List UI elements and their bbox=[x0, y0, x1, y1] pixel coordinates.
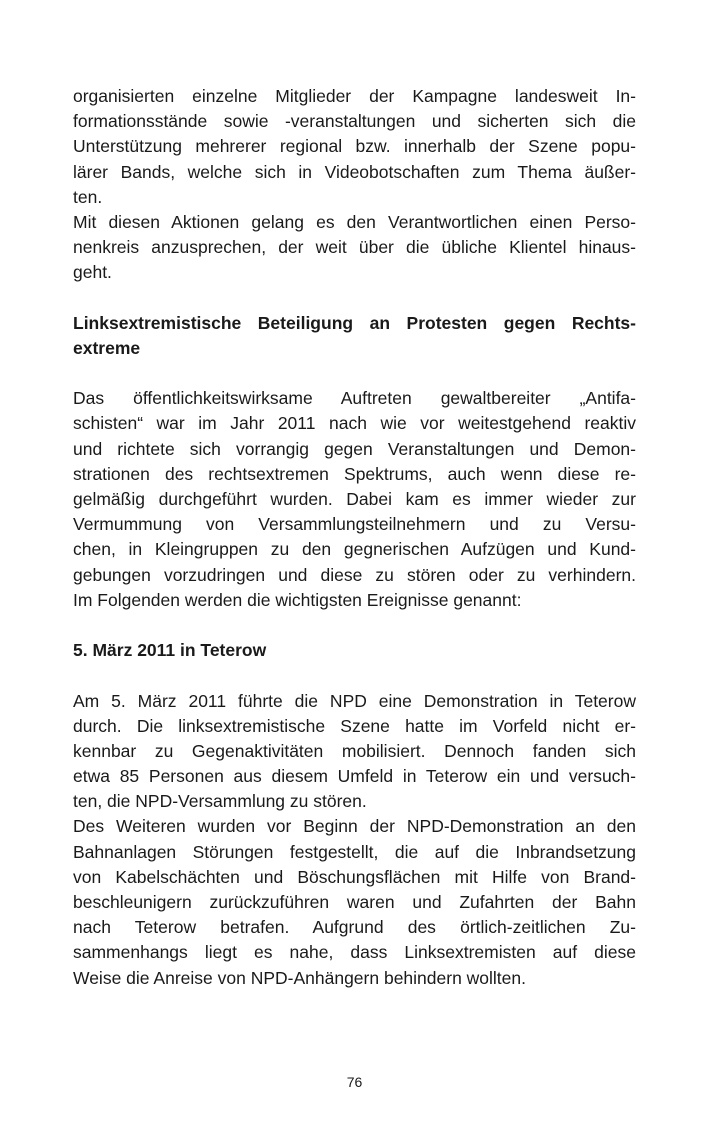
text-line: beschleunigern zurückzuführen waren und Zufahrten der Bahn bbox=[73, 892, 636, 912]
section-heading bbox=[73, 311, 636, 361]
text-line: nenkreis anzusprechen, der weit über die übliche Klientel hinaus- bbox=[73, 237, 636, 258]
text-line: 5. März 2011 in Teterow bbox=[73, 640, 267, 661]
text-line: schisten“ war im Jahr 2011 nach wie vor weitestgehend reaktiv bbox=[73, 413, 636, 434]
text-line: strationen des rechtsextremen Spektrums, auch wenn diese re- bbox=[73, 463, 636, 484]
text-line: formationsstände sowie -veranstaltungen und sicherten sich die bbox=[73, 111, 636, 132]
text-line: ten, die NPD-Versammlung zu stören. bbox=[73, 791, 367, 812]
body-paragraph bbox=[73, 84, 636, 210]
text-line: organisierten einzelne Mitglieder der Kampagne landesweit In- bbox=[73, 86, 636, 106]
body-paragraph bbox=[73, 210, 636, 286]
paragraph-spacer bbox=[73, 361, 636, 386]
text-line: Unterstützung mehrerer regional bzw. innerhalb der Szene popu- bbox=[73, 136, 636, 157]
body-paragraph bbox=[73, 386, 636, 613]
body-paragraph bbox=[73, 814, 636, 990]
text-line: nach Teterow betrafen. Aufgrund des örtlich-zeitlichen Zu- bbox=[73, 917, 636, 938]
section-heading bbox=[73, 638, 636, 663]
text-line: etwa 85 Personen aus diesem Umfeld in Teterow ein und versuch- bbox=[73, 766, 636, 787]
text-line: durch. Die linksextremistische Szene hatte im Vorfeld nicht er- bbox=[73, 715, 636, 736]
text-line: Des Weiteren wurden vor Beginn der NPD-Demonstration an den bbox=[73, 816, 636, 837]
text-line: Im Folgenden werden die wichtigsten Ereignisse genannt: bbox=[73, 589, 522, 610]
text-line: Am 5. März 2011 führte die NPD eine Demonstration in Teterow bbox=[73, 690, 636, 711]
text-line: von Kabelschächten und Böschungsflächen mit Hilfe von Brand- bbox=[73, 866, 636, 887]
page-number: 76 bbox=[346, 1074, 363, 1090]
paragraph-spacer bbox=[73, 613, 636, 638]
text-line: chen, in Kleingruppen zu den gegnerischen Aufzügen und Kund- bbox=[73, 539, 636, 560]
text-line: Vermummung von Versammlungsteilnehmern und zu Versu- bbox=[73, 514, 636, 535]
text-line: sammenhangs liegt es nahe, dass Linksextremisten auf diese bbox=[73, 942, 636, 963]
text-line: gebungen vorzudringen und diese zu stören oder zu verhindern. bbox=[73, 564, 636, 585]
text-line: extreme bbox=[73, 337, 141, 358]
text-line: Bahnanlagen Störungen festgestellt, die auf die Inbrandsetzung bbox=[73, 841, 636, 862]
page-content bbox=[73, 84, 636, 991]
text-line: und richtete sich vorrangig gegen Veranstaltungen und Demon- bbox=[73, 438, 636, 459]
text-line: Linksextremistische Beteiligung an Protesten gegen Rechts- bbox=[73, 312, 636, 333]
paragraph-spacer bbox=[73, 286, 636, 311]
text-line: gelmäßig durchgeführt wurden. Dabei kam es immer wieder zur bbox=[73, 489, 636, 509]
paragraph-spacer bbox=[73, 663, 636, 688]
body-paragraph bbox=[73, 689, 636, 815]
text-line: Weise die Anreise von NPD-Anhängern behindern wollten. bbox=[73, 967, 527, 988]
text-line: kennbar zu Gegenaktivitäten mobilisiert. Dennoch fanden sich bbox=[73, 740, 636, 761]
text-line: Mit diesen Aktionen gelang es den Verantwortlichen einen Perso- bbox=[73, 211, 636, 232]
text-line: geht. bbox=[73, 262, 112, 283]
text-line: lärer Bands, welche sich in Videobotschaften zum Thema äußer- bbox=[73, 161, 636, 182]
text-line: ten. bbox=[73, 186, 103, 207]
text-line: Das öffentlichkeitswirksame Auftreten gewaltbereiter „Antifa- bbox=[73, 388, 636, 409]
